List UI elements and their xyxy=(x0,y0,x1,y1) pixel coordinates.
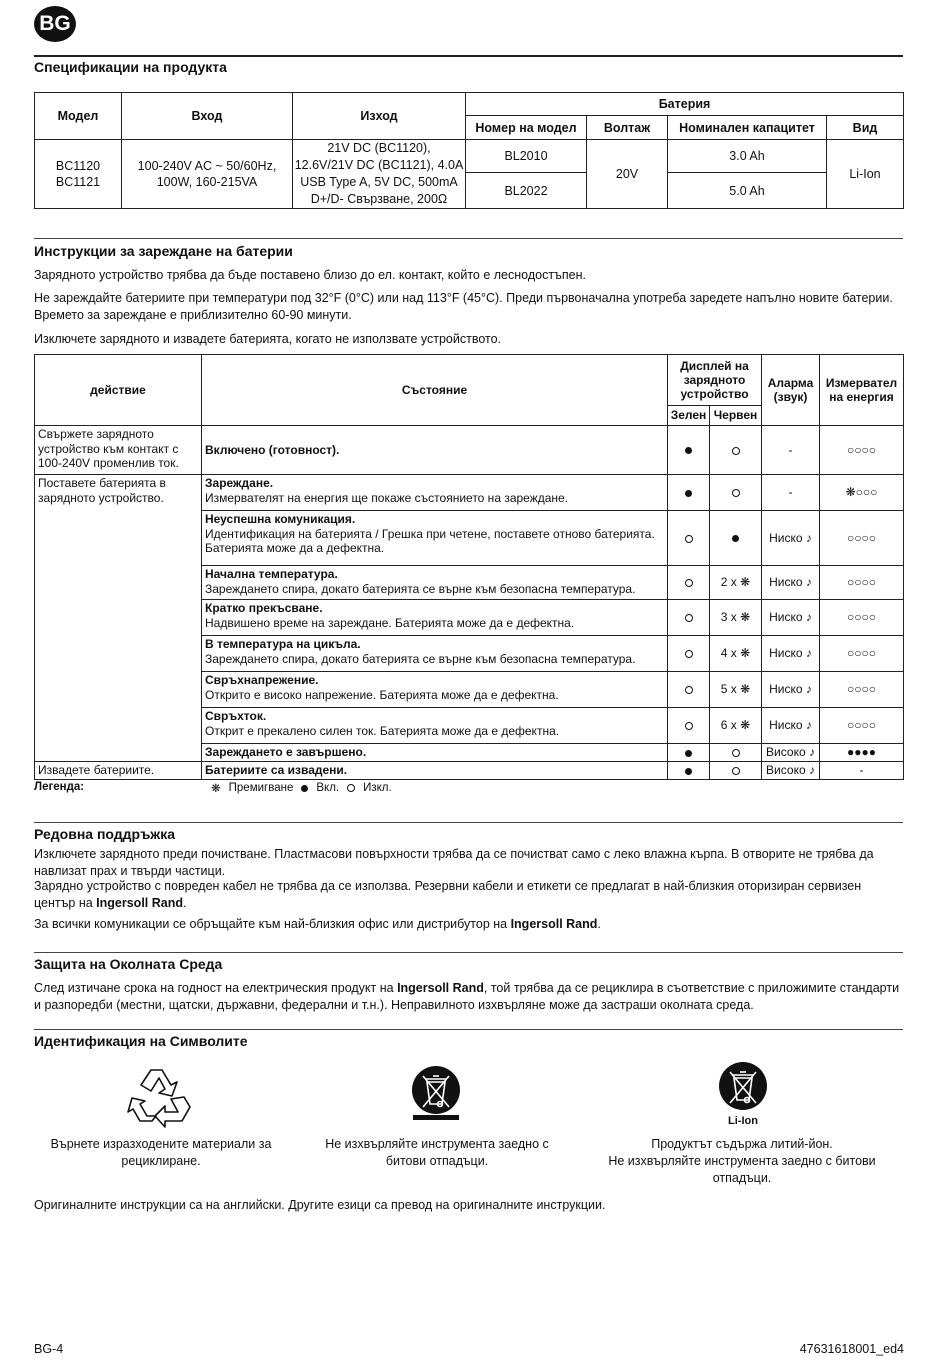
caption-line: Продуктът съдържа литий-йон. xyxy=(651,1137,833,1151)
energy-meter-cell: ○○○○ xyxy=(820,672,904,708)
section-rule xyxy=(34,952,903,953)
spec-model-line: BC1120 xyxy=(55,159,101,173)
led-blink-count: 3 x ❋ xyxy=(710,600,762,636)
spec-input-line: 100W, 160-215VA xyxy=(156,175,258,189)
caption-line: Не изхвърляйте инструмента заедно с битови xyxy=(608,1154,876,1168)
charging-paragraph-1: Зарядното устройство трябва да бъде поставено близо до ел. контакт, който е леснодостъпен. xyxy=(34,268,586,282)
caption-line: рециклиране. xyxy=(121,1154,201,1168)
spec-model-line: BC1121 xyxy=(55,175,101,189)
led-off-icon xyxy=(685,579,693,587)
led-cell xyxy=(710,762,762,780)
alarm-cell: - xyxy=(762,426,820,475)
energy-meter-cell: - xyxy=(820,762,904,780)
maintenance-paragraph-1: Изключете зарядното преди почистване. Пластмасови повърхности трябва да се почистват само с леко влажна кърпа. В отворите не трябва да навлизат прах и твърди частици. xyxy=(34,847,874,878)
header-status: Състояние xyxy=(202,355,668,426)
caption-line: Не изхвърляйте инструмента заедно с xyxy=(325,1137,549,1151)
spec-output-line: D+/D- Свързване, 200Ω xyxy=(310,192,448,206)
led-on-icon xyxy=(685,768,692,775)
alarm-cell: Ниско ♪ xyxy=(762,566,820,600)
energy-meter-cell: ○○○○ xyxy=(820,426,904,475)
led-cell xyxy=(710,511,762,566)
status-cell xyxy=(202,708,668,744)
energy-meter-cell: ○○○○ xyxy=(820,636,904,672)
caption-line: отпадъци. xyxy=(712,1171,772,1185)
symbols-title: Идентификация на Символите xyxy=(34,1033,248,1049)
section-rule xyxy=(34,238,903,239)
spec-voltage: 20V xyxy=(587,140,668,209)
maintenance-text: За всички комуникации се обръщайте към най-близкия офис или дистрибутор на xyxy=(34,917,511,931)
charging-paragraph-3: Изключете зарядното и извадете батерията, когато не използвате устройството. xyxy=(34,332,502,346)
environment-title: Защита на Околната Среда xyxy=(34,956,223,972)
page-number: BG-4 xyxy=(34,1342,64,1356)
off-dot-icon xyxy=(347,784,355,792)
status-cell xyxy=(202,636,668,672)
status-description: Зареждането спира, докато батерията се върне към безопасна температура. xyxy=(205,651,636,666)
led-off-icon xyxy=(732,447,740,455)
spec-title: Спецификации на продукта xyxy=(34,59,227,75)
brand-name: Ingersoll Rand xyxy=(510,917,598,931)
original-instructions-note: Оригиналните инструкции са на английски. Другите езици са превод на оригиналните инструкции. xyxy=(34,1198,606,1212)
alarm-cell: Високо ♪ xyxy=(762,762,820,780)
led-off-icon xyxy=(685,722,693,730)
spec-input-cell xyxy=(122,140,293,209)
led-cell xyxy=(668,511,710,566)
status-row xyxy=(35,762,904,780)
legend-blink: Премигване xyxy=(228,782,294,794)
charging-paragraph-2: Не зареждайте батериите при температури под 32°F (0°C) или над 113°F (45°C). Преди първоначална употреба заредете напълно новите батерии. Времето за зареждане е приблизително 60-90 минути. xyxy=(34,291,893,322)
led-off-icon xyxy=(732,489,740,497)
status-title: В температура на цикъла. xyxy=(205,637,361,651)
maintenance-paragraph-3: За всички комуникации се обръщайте към най-близкия офис или дистрибутор на Ingersoll Rand. xyxy=(34,917,601,931)
led-on-icon xyxy=(685,447,692,454)
status-cell xyxy=(202,672,668,708)
led-cell xyxy=(668,566,710,600)
weee-li-ion-icon xyxy=(716,1062,770,1112)
status-title: Зареждане. xyxy=(205,476,274,490)
led-cell xyxy=(668,636,710,672)
li-ion-label: Li-Ion xyxy=(728,1115,758,1127)
status-cell xyxy=(202,566,668,600)
caption-line: битови отпадъци. xyxy=(385,1154,489,1168)
symbol-caption-recycle xyxy=(34,1136,288,1170)
led-cell xyxy=(668,672,710,708)
energy-meter-cell: ○○○○ xyxy=(820,511,904,566)
led-cell xyxy=(668,600,710,636)
led-off-icon xyxy=(732,749,740,757)
recycle-icon xyxy=(126,1064,198,1130)
led-cell xyxy=(668,475,710,511)
led-cell xyxy=(668,762,710,780)
led-cell xyxy=(668,708,710,744)
spec-header-battery: Батерия xyxy=(466,93,904,116)
energy-meter-cell: ●●●● xyxy=(820,744,904,762)
spec-header-type: Вид xyxy=(827,116,904,140)
led-off-icon xyxy=(685,650,693,658)
status-description: Надвишено време на зареждане. Батерията може да е дефектна. xyxy=(205,615,575,630)
symbol-caption-li-ion xyxy=(587,1136,897,1187)
spec-output-line: 12.6V/21V DC (BC1121), 4.0A xyxy=(294,158,464,172)
spec-output-line: USB Type A, 5V DC, 500mA xyxy=(300,175,458,189)
alarm-cell: Високо ♪ xyxy=(762,744,820,762)
header-alarm: Аларма (звук) xyxy=(762,355,820,426)
status-title: Включено (готовност). xyxy=(205,442,340,457)
status-cell xyxy=(202,762,668,780)
status-title: Свръхток. xyxy=(205,709,267,723)
action-cell: Извадете батериите. xyxy=(35,762,202,780)
status-title: Кратко прекъсване. xyxy=(205,601,323,615)
spec-header-output: Изход xyxy=(293,93,466,140)
energy-meter-cell: ○○○○ xyxy=(820,600,904,636)
led-off-icon xyxy=(732,767,740,775)
alarm-cell: Ниско ♪ xyxy=(762,511,820,566)
status-table xyxy=(34,354,904,780)
on-dot-icon xyxy=(301,785,308,792)
alarm-cell: Ниско ♪ xyxy=(762,636,820,672)
status-cell xyxy=(202,511,668,566)
led-blink-count: 4 x ❋ xyxy=(710,636,762,672)
caption-line: Върнете изразходените материали за xyxy=(50,1137,272,1151)
spec-output-cell xyxy=(293,140,466,209)
maintenance-paragraph-2: Зарядно устройство с повреден кабел не трябва да се използва. Резервни кабели и етикети се предлагат в най-близкия оторизиран сервизен център на Ingersoll Rand. xyxy=(34,879,862,910)
spec-type: Li-Ion xyxy=(827,140,904,209)
symbol-caption-weee xyxy=(306,1136,568,1170)
status-description: Открит е прекалено силен ток. Батерията може да е дефектна. xyxy=(205,723,560,738)
status-row xyxy=(35,475,904,511)
charging-title: Инструкции за зареждане на батерии xyxy=(34,243,293,259)
spec-battery-model: BL2022 xyxy=(466,173,587,209)
energy-meter-cell: ○○○○ xyxy=(820,708,904,744)
spec-battery-capacity: 5.0 Ah xyxy=(668,173,827,209)
spec-input-line: 100-240V AC ~ 50/60Hz, xyxy=(137,159,277,173)
spec-header-voltage: Волтаж xyxy=(587,116,668,140)
status-description: Зареждането спира, докато батерията се върне към безопасна температура. xyxy=(205,581,636,596)
document-id: 47631618001_ed4 xyxy=(799,1342,904,1356)
alarm-cell: Ниско ♪ xyxy=(762,672,820,708)
energy-meter-cell: ○○○○ xyxy=(820,566,904,600)
brand-name: Ingersoll Rand xyxy=(96,896,183,910)
action-cell: Свържете зарядното устройство към контакт с 100-240V променлив ток. xyxy=(35,426,202,475)
status-cell xyxy=(202,475,668,511)
spec-battery-capacity: 3.0 Ah xyxy=(668,140,827,173)
led-on-icon xyxy=(685,750,692,757)
alarm-cell: Ниско ♪ xyxy=(762,708,820,744)
status-cell xyxy=(202,744,668,762)
header-display: Дисплей на зарядното устройство xyxy=(668,355,762,406)
section-rule xyxy=(34,822,903,823)
led-blink-count: 5 x ❋ xyxy=(710,672,762,708)
led-on-icon xyxy=(732,535,739,542)
spec-model-cell xyxy=(35,140,122,209)
maintenance-title: Редовна поддръжка xyxy=(34,826,176,842)
header-action: действие xyxy=(35,355,202,426)
legend-label: Легенда: xyxy=(34,781,85,793)
led-off-icon xyxy=(685,614,693,622)
section-rule xyxy=(34,1029,903,1030)
status-title: Зареждането е завършено. xyxy=(205,745,367,760)
header-red: Червен xyxy=(710,406,762,426)
header-meter: Измервател на енергия xyxy=(820,355,904,426)
led-cell xyxy=(710,426,762,475)
led-cell xyxy=(710,475,762,511)
environment-text: , той трябва да се рециклира в съответствие с приложимите стандарти и разпоредби (местни, щатски, държавни, федерални и т.н.). Неправилното изхвърляне може да застраши околната среда. xyxy=(34,981,900,1012)
led-off-icon xyxy=(685,686,693,694)
spec-battery-model: BL2010 xyxy=(466,140,587,173)
spec-header-capacity: Номинален капацитет xyxy=(668,116,827,140)
spec-header-model: Модел xyxy=(35,93,122,140)
status-row xyxy=(35,426,904,475)
brand-name: Ingersoll Rand xyxy=(397,981,484,995)
alarm-cell: Ниско ♪ xyxy=(762,600,820,636)
led-on-icon xyxy=(685,490,692,497)
blink-icon: ❋ xyxy=(211,783,221,795)
action-cell: Поставете батерията в зарядното устройство. xyxy=(35,475,202,762)
header-green: Зелен xyxy=(668,406,710,426)
spec-header-input: Вход xyxy=(122,93,293,140)
status-description: Идентификация на батерията / Грешка при четене, поставете отново батерията. Батерията може да а дефектна. xyxy=(205,526,655,555)
status-title: Неуспешна комуникация. xyxy=(205,512,356,526)
language-badge: BG xyxy=(34,6,76,42)
alarm-cell: - xyxy=(762,475,820,511)
energy-meter-cell: ❋○○○ xyxy=(820,475,904,511)
led-cell xyxy=(668,426,710,475)
led-cell xyxy=(710,744,762,762)
status-title: Начална температура. xyxy=(205,567,338,581)
spec-header-model-no: Номер на модел xyxy=(466,116,587,140)
led-blink-count: 2 x ❋ xyxy=(710,566,762,600)
led-blink-count: 6 x ❋ xyxy=(710,708,762,744)
led-off-icon xyxy=(685,535,693,543)
spec-output-line: 21V DC (BC1120), xyxy=(327,141,431,155)
environment-paragraph xyxy=(34,980,904,1014)
legend xyxy=(211,781,392,795)
legend-on: Вкл. xyxy=(316,782,340,794)
status-cell xyxy=(202,600,668,636)
status-description: Открито е високо напрежение. Батерията може да е дефектна. xyxy=(205,687,559,702)
status-title: Батериите са извадени. xyxy=(205,763,348,778)
legend-off: Изкл. xyxy=(363,782,392,794)
spec-table xyxy=(34,92,904,209)
status-cell xyxy=(202,426,668,475)
environment-text: След изтичане срока на годност на електрическия продукт на xyxy=(34,981,398,995)
status-title: Свръхнапрежение. xyxy=(205,673,319,687)
header-rule xyxy=(34,55,903,57)
led-cell xyxy=(668,744,710,762)
weee-bin-icon xyxy=(409,1066,463,1120)
maintenance-text: Зарядно устройство с повреден кабел не трябва да се използва. Резервни кабели и етикети се предлагат в най-близкия оторизиран сервизен център на xyxy=(34,879,862,910)
status-description: Измервателят на енергия ще покаже състоянието на зареждане. xyxy=(205,490,569,505)
